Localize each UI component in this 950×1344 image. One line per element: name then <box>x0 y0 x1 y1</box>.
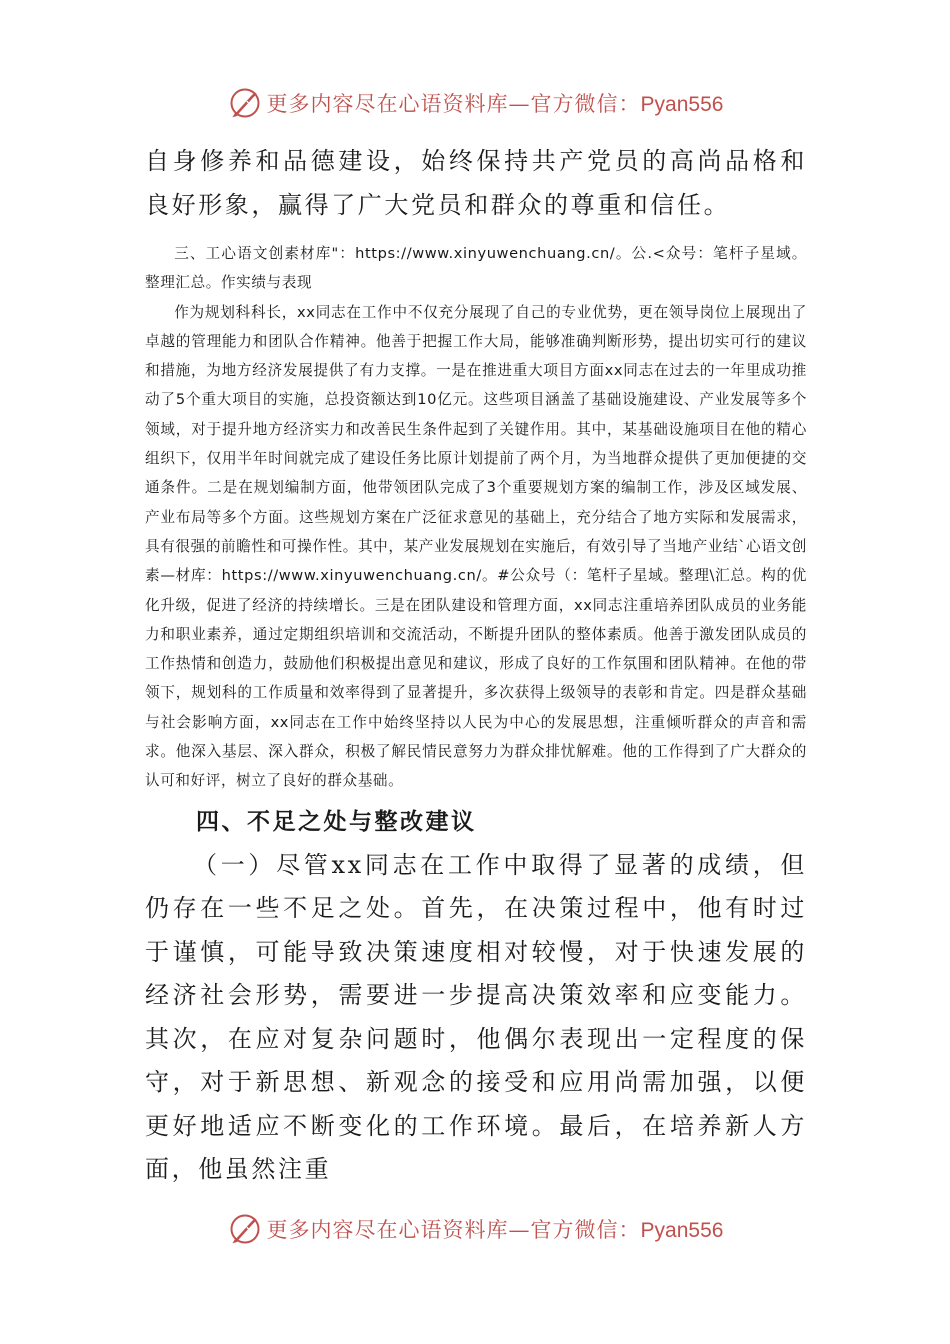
banner-text: 更多内容尽在心语资料库—官方微信：Pyan556 <box>266 92 724 116</box>
section-3-heading: 三、工心语文创素材库"：https://www.xinyuwenchuang.cn/。公.<众号：笔杆子星域。整理汇总。作实绩与表现 <box>145 245 807 292</box>
footer-banner <box>0 1206 950 1252</box>
section-4-heading: 四、不足之处与整改建议 <box>196 807 477 835</box>
intro-paragraph: 自身修养和品德建设，始终保持共产党员的高尚品格和良好形象，赢得了广大党员和群众的尊重和信任。 <box>145 147 807 219</box>
section-4-body: （一）尽管xx同志在工作中取得了显著的成绩，但仍存在一些不足之处。首先，在决策过程中，他有时过于谨慎，可能导致决策速度相对较慢，对于快速发展的经济社会形势，需要进一步提高决策效率和应变能力。其次，在应对复杂问题时，他偶尔表现出一定程度的保守，对于新思想、新观念的接受和应用尚需加强，以便更好地适应不断变化的工作环境。最后，在培养新人方面，他虽然注重 <box>145 850 807 1184</box>
banner-text: 更多内容尽在心语资料库—官方微信：Pyan556 <box>266 1218 724 1242</box>
wechat-id: Pyan556 <box>640 1219 724 1242</box>
document-body <box>145 140 807 1192</box>
pen-nib-icon <box>227 85 263 121</box>
wechat-id: Pyan556 <box>640 93 724 116</box>
header-banner <box>0 80 950 126</box>
section-3-body: 作为规划科科长，xx同志在工作中不仅充分展现了自己的专业优势，更在领导岗位上展现出了卓越的管理能力和团队合作精神。他善于把握工作大局，能够准确判断形势，提出切实可行的建议和措施，为地方经济发展提供了有力支撑。一是在推进重大项目方面xx同志在过去的一年里成功推动了5个重大项目的实施，总投资额达到10亿元。这些项目涵盖了基础设施建设、产业发展等多个领域，对于提升地方经济实力和改善民生条件起到了关键作用。其中，某基础设施项目在他的精心组织下，仅用半年时间就完成了建设任务比原计划提前了两个月，为当地群众提供了更加便捷的交通条件。二是在规划编制方面，他带领团队完成了3个重要规划方案的编制工作，涉及区域发展、产业布局等多个方面。这些规划方案在广泛征求意见的基础上，充分结合了地方实际和发展需求，具有很强的前瞻性和可操作性。其中，某产业发展规划在实施后，有效引导了当地产业结`心语文创素—材库：https://www.xinyuwenchuang.cn/。#公众号（：笔杆子星域。整理\汇总。构的优化升级，促进了经济的持续增长。三是在团队建设和管理方面，xx同志注重培养团队成员的业务能力和职业素养，通过定期组织培训和交流活动，不断提升团队的整体素质。他善于激发团队成员的工作热情和创造力，鼓励他们积极提出意见和建议，形成了良好的工作氛围和团队精神。在他的带领下，规划科的工作质量和效率得到了显著提升，多次获得上级领导的表彰和肯定。四是群众基础与社会影响方面，xx同志在工作中始终坚持以人民为中心的发展思想，注重倾听群众的声音和需求。他深入基层、深入群众，积极了解民情民意努力为群众排忧解难。他的工作得到了广大群众的认可和好评，树立了良好的群众基础。 <box>145 303 807 790</box>
pen-nib-icon <box>227 1211 263 1247</box>
